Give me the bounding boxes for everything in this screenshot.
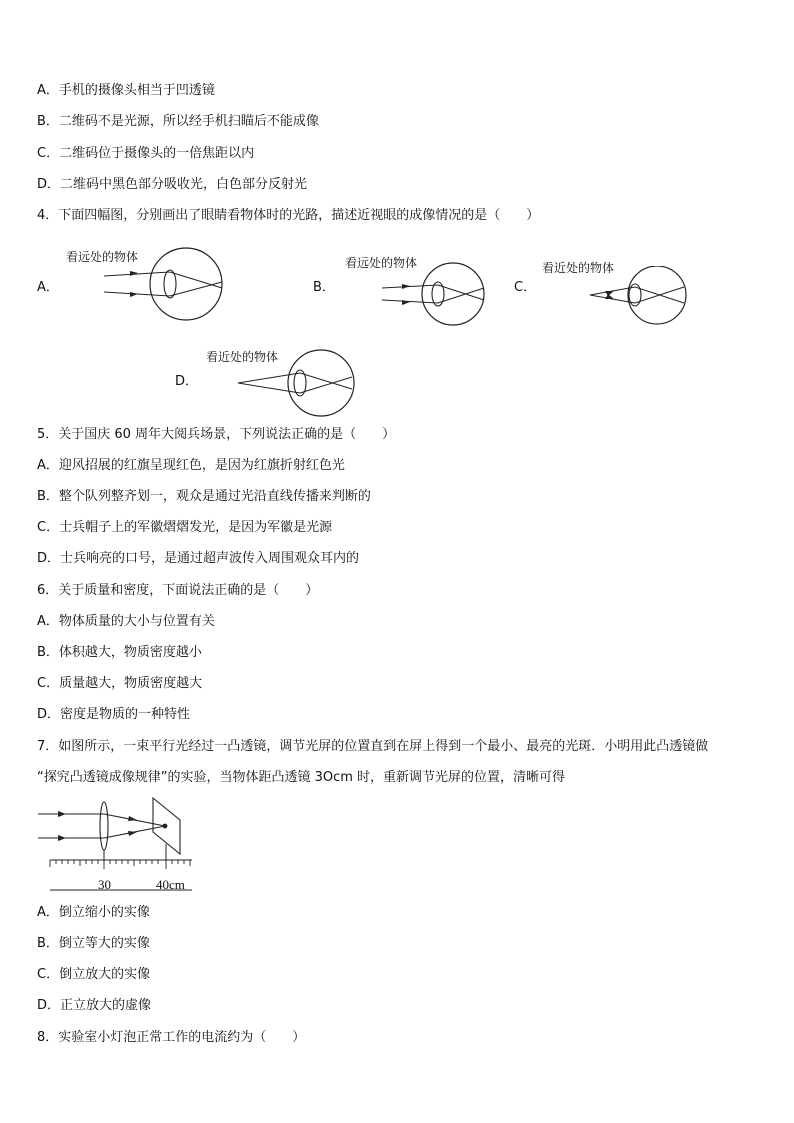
q3-option-d: D．二维码中黑色部分吸收光，白色部分反射光 <box>37 177 308 192</box>
q7-option-c: C．倒立放大的实像 <box>37 967 151 982</box>
q5-option-b: B．整个队列整齐划一，观众是通过光沿直线传播来判断的 <box>37 489 371 504</box>
q4-figure-a-letter: A． <box>37 280 59 295</box>
q7-lens-diagram <box>36 794 196 898</box>
q6-stem: 6．关于质量和密度，下面说法正确的是（ ） <box>37 583 319 598</box>
q6-option-b: B．体积越大，物质密度越小 <box>37 645 202 660</box>
q4-stem: 4．下面四幅图，分别画出了眼睛看物体时的光路，描述近视眼的成像情况的是（ ） <box>37 208 540 223</box>
q5-option-a: A．迎风招展的红旗呈现红色，是因为红旗折射红色光 <box>37 458 345 473</box>
q5-option-c: C．士兵帽子上的军徽熠熠发光，是因为军徽是光源 <box>37 520 333 535</box>
q7-stem-line1: 7．如图所示，一束平行光经过一凸透镜，调节光屏的位置直到在屏上得到一个最小、最亮的光斑．小明用此凸透镜做 <box>37 739 709 754</box>
q4-figure-d-letter: D． <box>175 374 199 389</box>
q4-figure-a-caption: 看远处的物体 <box>66 250 139 264</box>
q4-figure-b-eye-diagram <box>378 262 498 328</box>
q7-stem-line2: “探究凸透镜成像规律”的实验，当物体距凸透镜 3Ocm 时，重新调节光屏的位置，清晰可得 <box>37 770 566 785</box>
q3-option-c: C．二维码位于摄像头的一倍焦距以内 <box>37 146 255 161</box>
q7-scale-label-40cm: 40cm <box>156 877 185 892</box>
q6-option-d: D．密度是物质的一种特性 <box>37 707 191 722</box>
q5-option-d: D．士兵响亮的口号，是通过超声波传入周围观众耳内的 <box>37 551 360 566</box>
q7-option-a: A．倒立缩小的实像 <box>37 905 150 920</box>
q4-figure-c-letter: C． <box>514 280 537 295</box>
q5-stem: 5．关于国庆 60 周年大阅兵场景，下列说法正确的是（ ） <box>37 427 396 442</box>
q4-figure-c-eye-diagram <box>588 266 698 326</box>
q3-option-a: A．手机的摄像头相当于凹透镜 <box>37 83 215 98</box>
q3-option-b: B．二维码不是光源，所以经手机扫瞄后不能成像 <box>37 114 319 129</box>
q4-figure-b-caption: 看远处的物体 <box>345 256 418 270</box>
q4-figure-a-eye-diagram <box>100 246 230 326</box>
q4-figure-b-letter: B． <box>313 280 335 295</box>
q4-figure-d-eye-diagram <box>234 348 360 418</box>
q4-figure-c-caption: 看近处的物体 <box>542 261 615 275</box>
q6-option-c: C．质量越大，物质密度越大 <box>37 676 203 691</box>
q6-option-a: A．物体质量的大小与位置有关 <box>37 614 215 629</box>
q7-option-d: D．正立放大的虚像 <box>37 998 152 1013</box>
q8-stem: 8．实验室小灯泡正常工作的电流约为（ ） <box>37 1030 306 1045</box>
q7-scale-label-30: 30 <box>98 877 111 892</box>
q7-option-b: B．倒立等大的实像 <box>37 936 150 951</box>
q4-figure-d-caption: 看近处的物体 <box>206 350 279 364</box>
